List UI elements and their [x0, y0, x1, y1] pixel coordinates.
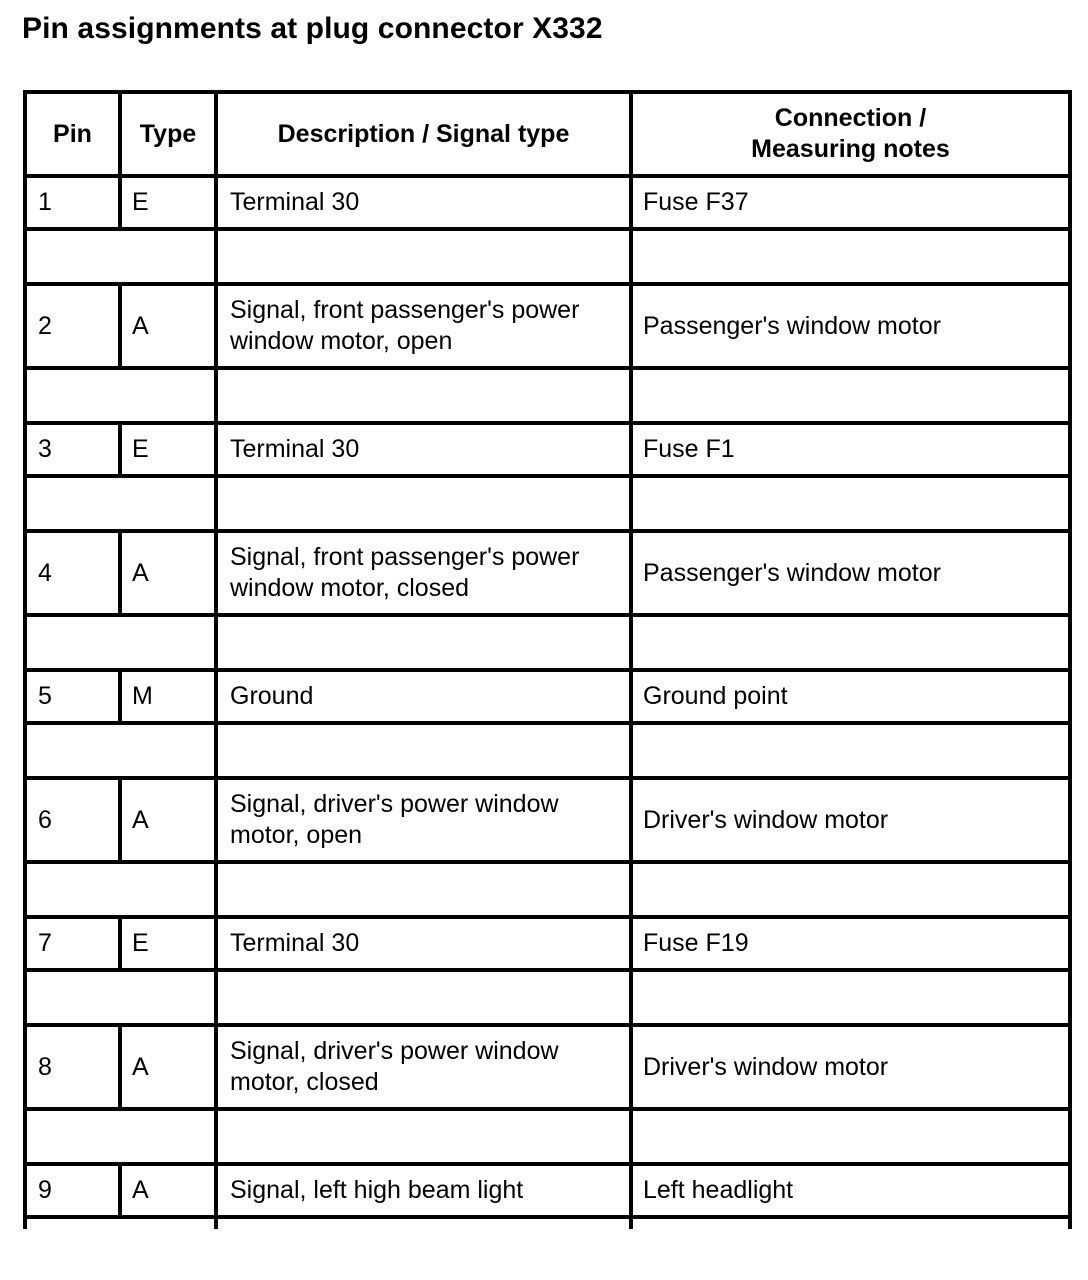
header-pin: Pin: [25, 92, 120, 176]
description-cell: Signal, driver's power window motor, closed: [216, 1025, 631, 1109]
pin-cell: 7: [25, 917, 120, 970]
pin-cell: 2: [25, 284, 120, 368]
connection-cell: Driver's window motor: [631, 778, 1070, 862]
connection-cell: Fuse F19: [631, 917, 1070, 970]
type-cell: A: [120, 1025, 216, 1109]
type-cell: E: [120, 917, 216, 970]
connection-cell: Passenger's window motor: [631, 531, 1070, 615]
type-cell: E: [120, 176, 216, 229]
pin-cell: 4: [25, 531, 120, 615]
connection-cell: Ground point: [631, 670, 1070, 723]
description-cell: Terminal 30: [216, 176, 631, 229]
type-cell: A: [120, 1164, 216, 1217]
table-row: [25, 670, 1070, 723]
table-row: [25, 423, 1070, 476]
spacer-row: [25, 1109, 1070, 1164]
table-row: [25, 1164, 1070, 1217]
table-row: [25, 531, 1070, 615]
pin-cell: 1: [25, 176, 120, 229]
table-row: [25, 1025, 1070, 1109]
connection-cell: Driver's window motor: [631, 1025, 1070, 1109]
type-cell: A: [120, 531, 216, 615]
header-type: Type: [120, 92, 216, 176]
pin-assignment-table: [23, 90, 1072, 1229]
spacer-row: [25, 476, 1070, 531]
connection-cell: Left headlight: [631, 1164, 1070, 1217]
description-cell: Ground: [216, 670, 631, 723]
spacer-row: [25, 1217, 1070, 1229]
spacer-row: [25, 970, 1070, 1025]
pin-cell: 3: [25, 423, 120, 476]
connection-cell: Fuse F1: [631, 423, 1070, 476]
pin-cell: 5: [25, 670, 120, 723]
description-cell: Signal, driver's power window motor, open: [216, 778, 631, 862]
type-cell: M: [120, 670, 216, 723]
spacer-row: [25, 723, 1070, 778]
spacer-row: [25, 615, 1070, 670]
table-row: [25, 176, 1070, 229]
description-cell: Terminal 30: [216, 423, 631, 476]
table-row: [25, 778, 1070, 862]
description-cell: Terminal 30: [216, 917, 631, 970]
type-cell: A: [120, 284, 216, 368]
connection-cell: Fuse F37: [631, 176, 1070, 229]
table-header-row: [25, 92, 1070, 176]
type-cell: E: [120, 423, 216, 476]
pin-cell: 8: [25, 1025, 120, 1109]
header-description: Description / Signal type: [216, 92, 631, 176]
description-cell: Signal, front passenger's power window motor, open: [216, 284, 631, 368]
spacer-row: [25, 229, 1070, 284]
spacer-row: [25, 368, 1070, 423]
page-title: Pin assignments at plug connector X332: [22, 12, 603, 45]
table-row: [25, 917, 1070, 970]
type-cell: A: [120, 778, 216, 862]
pin-cell: 6: [25, 778, 120, 862]
description-cell: Signal, front passenger's power window motor, closed: [216, 531, 631, 615]
spacer-row: [25, 862, 1070, 917]
table-row: [25, 284, 1070, 368]
connection-cell: Passenger's window motor: [631, 284, 1070, 368]
header-connection: Connection / Measuring notes: [631, 92, 1070, 176]
description-cell: Signal, left high beam light: [216, 1164, 631, 1217]
pin-cell: 9: [25, 1164, 120, 1217]
